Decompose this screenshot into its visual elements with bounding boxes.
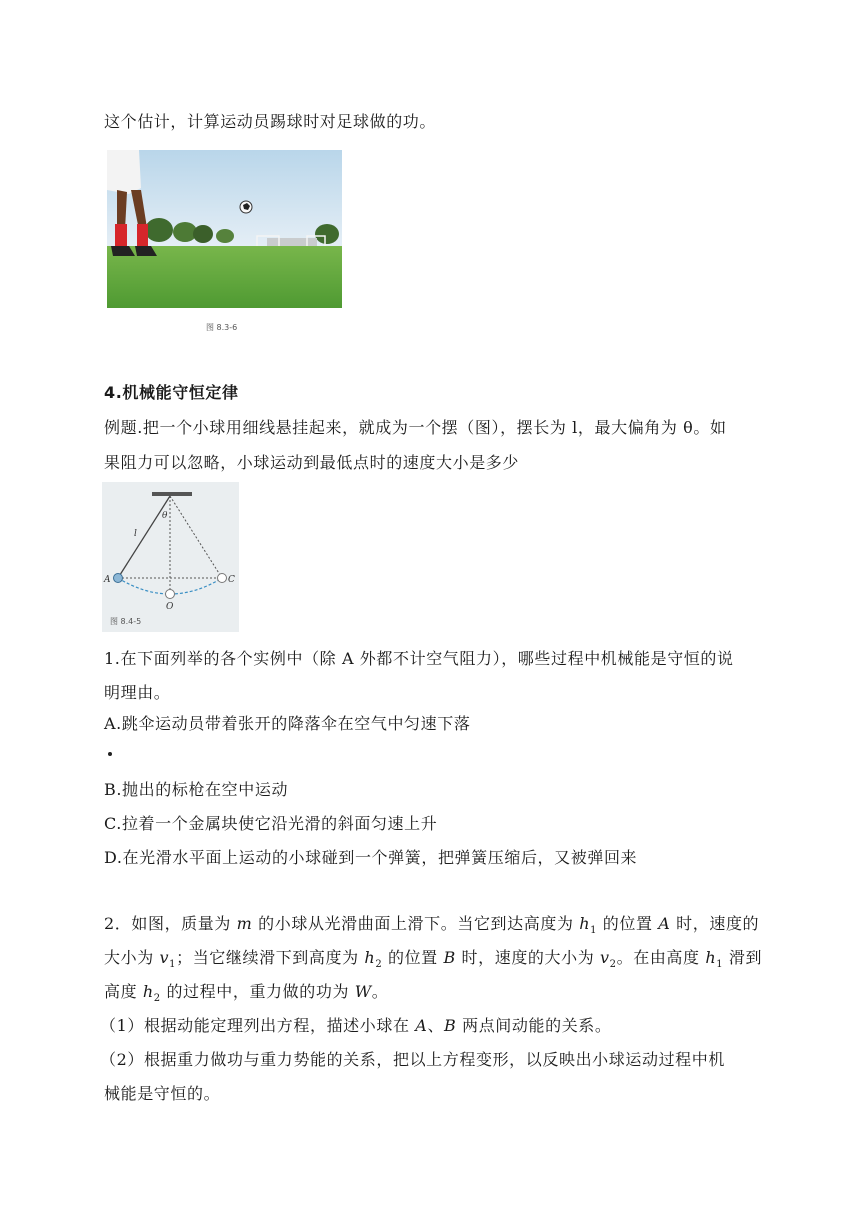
label-O: O [166, 602, 174, 612]
q2-subquestion-2-line-2: 械能是守恒的。 [104, 1084, 221, 1103]
q1-line-2: 明理由。 [104, 683, 171, 702]
section-title: 4.机械能守恒定律 [104, 383, 239, 402]
label-A: A [104, 575, 111, 585]
soccer-kick-photo [107, 150, 342, 308]
label-C: C [228, 575, 235, 585]
pendulum-diagram [102, 482, 239, 632]
q1-option-c: C.拉着一个金属块使它沿光滑的斜面匀速上升 [104, 814, 438, 833]
label-theta: θ [162, 511, 168, 521]
example-line-2: 果阻力可以忽略，小球运动到最低点时的速度大小是多少 [104, 453, 520, 472]
example-line-1: 例题.把一个小球用细线悬挂起来，就成为一个摆（图），摆长为 l，最大偏角为 θ。如 [104, 418, 727, 437]
q1-option-d: D.在光滑水平面上运动的小球碰到一个弹簧，把弹簧压缩后，又被弹回来 [104, 848, 638, 867]
q1-option-b: B.抛出的标枪在空中运动 [104, 780, 289, 799]
bullet-dot [108, 752, 112, 756]
q2-line-3: 高度 $h_2$ 的过程中，重力做的功为 W。 [104, 982, 389, 1005]
figure-caption-2: 图 8.4-5 [110, 617, 142, 626]
label-l: l [134, 529, 137, 539]
q2-line-1: 2．如图，质量为 m 的小球从光滑曲面上滑下。当它到达高度为 $h_1$ 的位置 A 时，速度的 [104, 914, 760, 937]
intro-line: 这个估计，计算运动员踢球时对足球做的功。 [104, 112, 437, 131]
figure-caption-1: 图 8.3-6 [206, 323, 238, 332]
q1-option-a: A.跳伞运动员带着张开的降落伞在空气中匀速下落 [104, 714, 471, 733]
q2-subquestion-2-line-1: （2）根据重力做功与重力势能的关系，把以上方程变形，以反映出小球运动过程中机 [100, 1050, 725, 1069]
q1-line-1: 1.在下面列举的各个实例中（除 A 外都不计空气阻力），哪些过程中机械能是守恒的说 [104, 649, 734, 668]
q2-line-2: 大小为 $v_1$；当它继续滑下到高度为 $h_2$ 的位置 B 时，速度的大小为 $v_2$。在由高度 $h_1$ 滑到 [104, 948, 763, 971]
q2-subquestion-1: （1）根据动能定理列出方程，描述小球在 A、B 两点间动能的关系。 [100, 1016, 612, 1035]
